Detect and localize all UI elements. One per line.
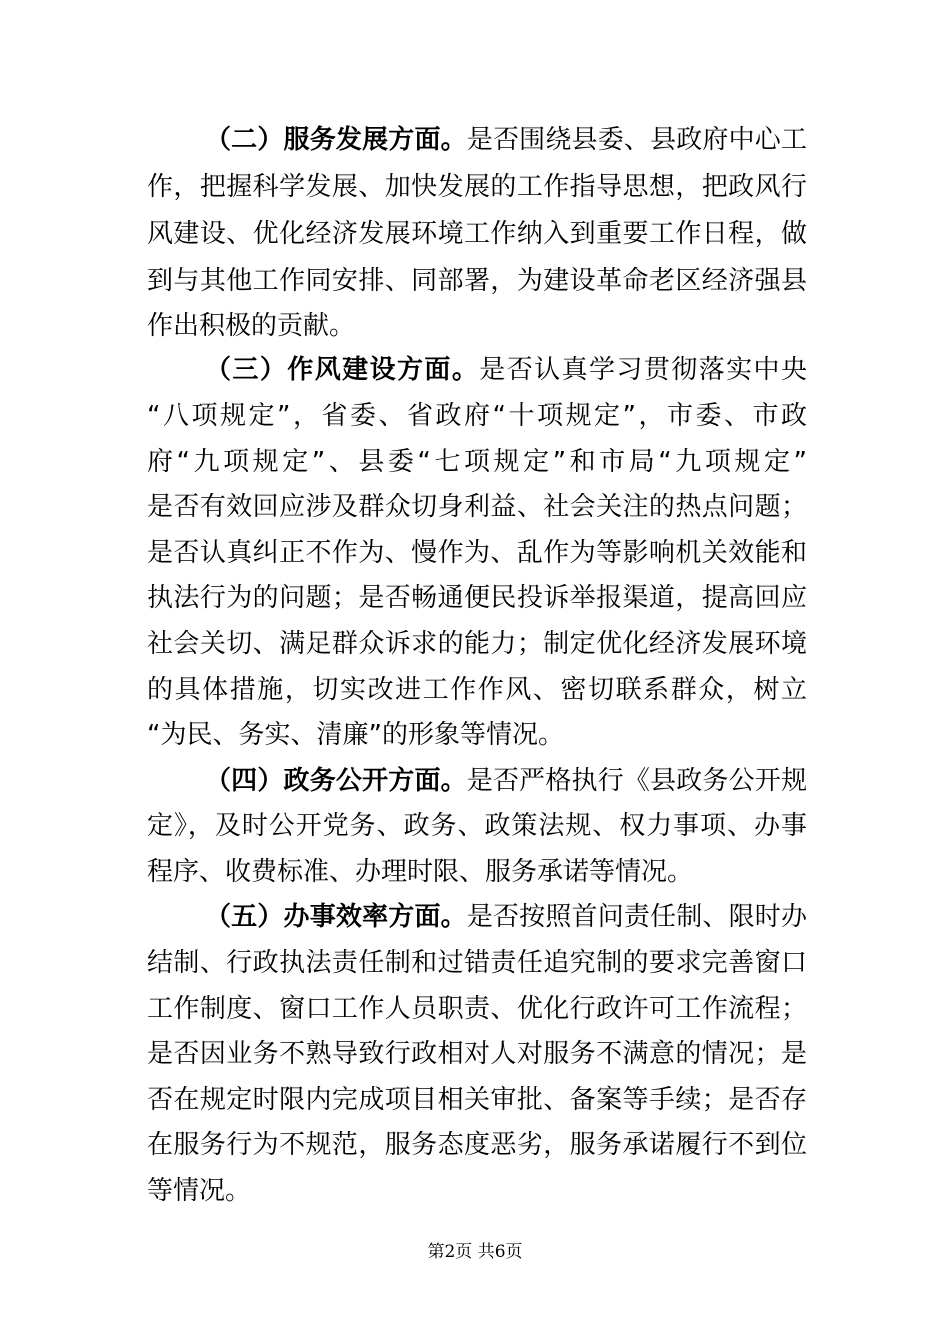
paragraph-2-line-1 bbox=[205, 118, 807, 162]
paragraph-5-heading: （五）办事效率方面。 bbox=[205, 902, 467, 932]
paragraph-4-line-1 bbox=[205, 759, 807, 803]
paragraph-3-line-9: “为民、务实、清廉”的形象等情况。 bbox=[147, 720, 564, 750]
paragraph-3-line-4: 是否有效回应涉及群众切身利益、社会关注的热点问题； bbox=[147, 492, 807, 522]
paragraph-5-text: 是否按照首问责任制、限时办 bbox=[466, 902, 807, 932]
paragraph-5-line-4: 是否因业务不熟导致行政相对人对服务不满意的情况；是 bbox=[147, 1039, 807, 1069]
paragraph-3-line-8: 的具体措施，切实改进工作作风、密切联系群众，树立 bbox=[147, 675, 807, 705]
paragraph-5-line-3: 工作制度、窗口工作人员职责、优化行政许可工作流程； bbox=[147, 994, 807, 1024]
paragraph-5-line-2: 结制、行政执法责任制和过错责任追究制的要求完善窗口 bbox=[147, 948, 807, 978]
paragraph-4-line-2: 定》，及时公开党务、政务、政策法规、权力事项、办事 bbox=[147, 811, 807, 841]
paragraph-3-heading: （三）作风建设方面。 bbox=[205, 355, 480, 385]
paragraph-3-line-5: 是否认真纠正不作为、慢作为、乱作为等影响机关效能和 bbox=[147, 538, 807, 568]
paragraph-2-line-4: 到与其他工作同安排、同部署，为建设革命老区经济强县 bbox=[147, 266, 807, 296]
paragraph-5-line-6: 在服务行为不规范，服务态度恶劣，服务承诺履行不到位 bbox=[147, 1130, 807, 1160]
paragraph-3-line-2: “八项规定”，省委、省政府“十项规定”，市委、市政 bbox=[147, 401, 807, 431]
paragraph-2-text: 是否围绕县委、县政府中心工 bbox=[466, 125, 807, 155]
paragraph-2-line-5: 作出积极的贡献。 bbox=[147, 311, 356, 341]
paragraph-5-line-5: 否在规定时限内完成项目相关审批、备案等手续；是否存 bbox=[147, 1085, 807, 1115]
paragraph-2-line-2: 作，把握科学发展、加快发展的工作指导思想，把政风行 bbox=[147, 172, 807, 202]
paragraph-3-line-3: 府“九项规定”、县委“七项规定”和市局“九项规定” bbox=[147, 447, 807, 477]
paragraph-3-text: 是否认真学习贯彻落实中央 bbox=[479, 355, 807, 385]
paragraph-5-line-7: 等情况。 bbox=[147, 1176, 252, 1206]
paragraph-4-line-3: 程序、收费标准、办理时限、服务承诺等情况。 bbox=[147, 857, 694, 887]
paragraph-4-heading: （四）政务公开方面。 bbox=[205, 766, 467, 796]
paragraph-3-line-7: 社会关切、满足群众诉求的能力；制定优化经济发展环境 bbox=[147, 629, 807, 659]
paragraph-4-text: 是否严格执行《县政务公开规 bbox=[466, 766, 807, 796]
paragraph-2-line-3: 风建设、优化经济发展环境工作纳入到重要工作日程，做 bbox=[147, 219, 807, 249]
paragraph-2-heading: （二）服务发展方面。 bbox=[205, 125, 467, 155]
page-number-footer: 第2页 共6页 bbox=[427, 1242, 523, 1262]
paragraph-3-line-1 bbox=[205, 348, 807, 392]
paragraph-3-line-6: 执法行为的问题；是否畅通便民投诉举报渠道，提高回应 bbox=[147, 583, 807, 613]
paragraph-5-line-1 bbox=[205, 895, 807, 939]
